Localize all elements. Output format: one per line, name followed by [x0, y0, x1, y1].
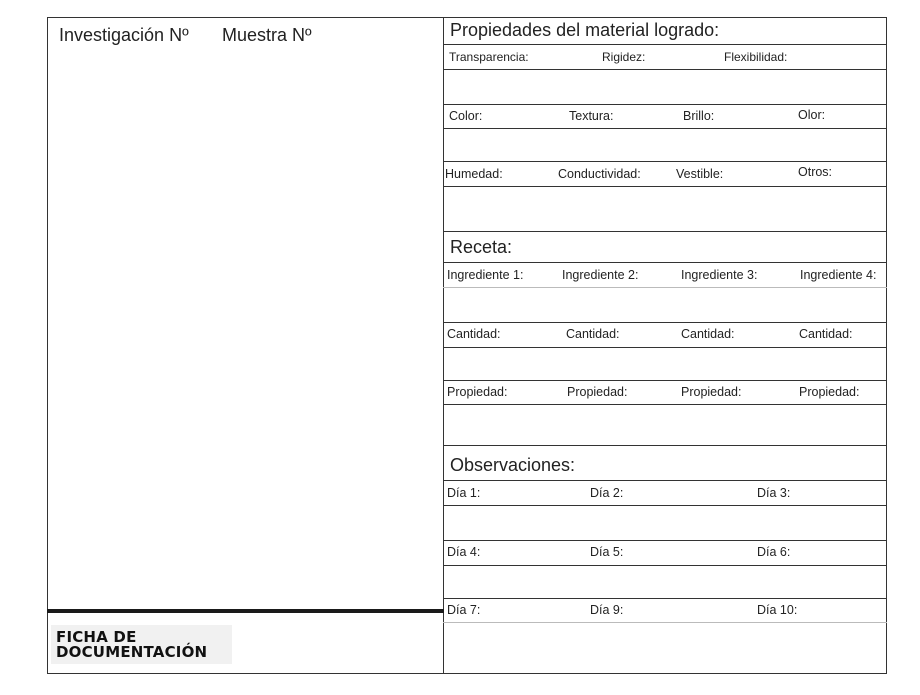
observaciones-title: Observaciones: — [450, 455, 576, 475]
color-label: Color: — [449, 109, 483, 123]
rule — [443, 186, 887, 187]
rule — [443, 565, 887, 566]
footer-rule — [47, 609, 444, 613]
dia-3-label: Día 3: — [757, 486, 791, 500]
ingrediente-1-label: Ingrediente 1: — [447, 268, 524, 282]
rule — [443, 104, 887, 105]
brand-line-2: DOCUMENTACIÓN — [56, 643, 208, 661]
dia-5-label: Día 5: — [590, 545, 624, 559]
brand-line-1: FICHA DE — [56, 628, 137, 646]
humedad-label: Humedad: — [445, 167, 503, 181]
investigacion-label: Investigación Nº — [59, 25, 189, 45]
dia-4-label: Día 4: — [447, 545, 481, 559]
olor-label: Olor: — [798, 108, 826, 122]
brillo-label: Brillo: — [683, 109, 715, 123]
rule — [443, 380, 887, 381]
rule — [443, 598, 887, 599]
rule — [443, 231, 887, 232]
cantidad-3-label: Cantidad: — [681, 327, 735, 341]
rule — [443, 69, 887, 70]
ingrediente-2-label: Ingrediente 2: — [562, 268, 639, 282]
dia-6-label: Día 6: — [757, 545, 791, 559]
cantidad-2-label: Cantidad: — [566, 327, 620, 341]
rule — [443, 287, 887, 288]
ingrediente-3-label: Ingrediente 3: — [681, 268, 758, 282]
rule — [443, 480, 887, 481]
propiedad-3-label: Propiedad: — [681, 385, 742, 399]
muestra-label: Muestra Nº — [222, 25, 312, 45]
dia-1-label: Día 1: — [447, 486, 481, 500]
rule — [443, 161, 887, 162]
cantidad-4-label: Cantidad: — [799, 327, 853, 341]
flexibilidad-label: Flexibilidad: — [724, 50, 788, 64]
rule — [443, 445, 887, 446]
rule — [443, 622, 887, 623]
rigidez-label: Rigidez: — [602, 50, 646, 64]
conductividad-label: Conductividad: — [558, 167, 641, 181]
propiedades-title: Propiedades del material logrado: — [450, 20, 720, 40]
textura-label: Textura: — [569, 109, 614, 123]
ingrediente-4-label: Ingrediente 4: — [800, 268, 877, 282]
transparencia-label: Transparencia: — [449, 50, 529, 64]
rule — [443, 322, 887, 323]
dia-10-label: Día 10: — [757, 603, 798, 617]
propiedad-4-label: Propiedad: — [799, 385, 860, 399]
otros-label: Otros: — [798, 165, 833, 179]
rule — [443, 404, 887, 405]
column-divider — [443, 17, 444, 674]
dia-9-label: Día 9: — [590, 603, 624, 617]
rule — [443, 505, 887, 506]
rule — [443, 347, 887, 348]
rule — [443, 262, 887, 263]
rule — [443, 44, 887, 45]
receta-title: Receta: — [450, 237, 513, 257]
rule — [443, 540, 887, 541]
propiedad-2-label: Propiedad: — [567, 385, 628, 399]
dia-2-label: Día 2: — [590, 486, 624, 500]
cantidad-1-label: Cantidad: — [447, 327, 501, 341]
dia-7-label: Día 7: — [447, 603, 481, 617]
propiedad-1-label: Propiedad: — [447, 385, 508, 399]
vestible-label: Vestible: — [676, 167, 724, 181]
rule — [443, 128, 887, 129]
